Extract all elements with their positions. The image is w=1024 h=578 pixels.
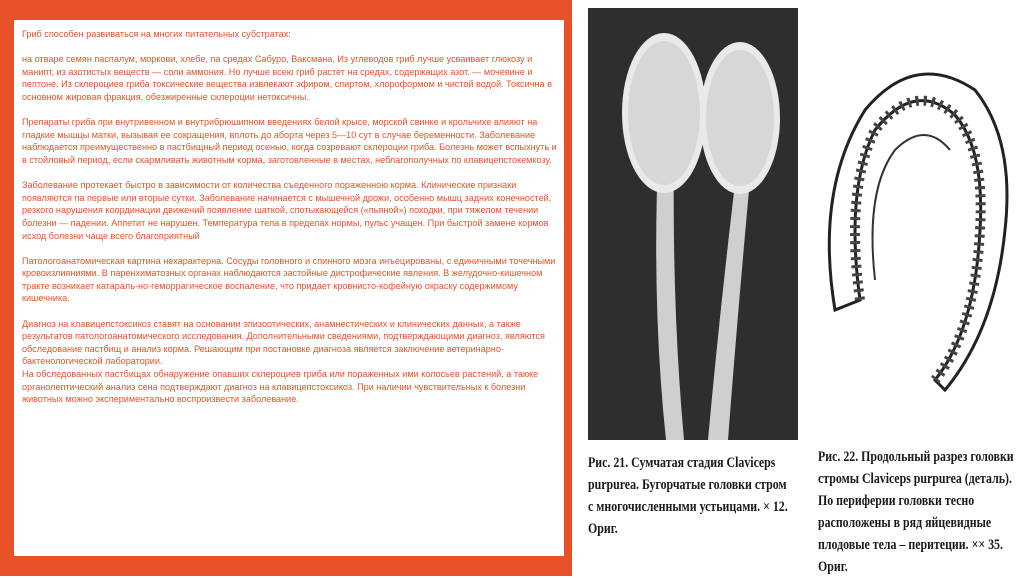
stroma-photo xyxy=(588,8,798,440)
paragraph-pastures: На обследованных пастбищах обнаружение опавших склероциев гриба или пораженных ими колосьев растений, а также органолептический анализ сена подтверждают диагноз на клавицепстоксикоз. При наличии чувствительных к болезни животных можно экспериментально воспроизвести заболевание. xyxy=(22,369,539,405)
figure-22-caption: Рис. 22. Продольный разрез головки стромы Claviceps purpurea (деталь). По периферии головки тесно расположены в ряд яйцевидные плодовые тела – перитеции. ×× 35. Ориг. xyxy=(818,449,1014,575)
paragraph-diagnosis: Диагноз на клавицепстоксикоз ставят на основании эпизоотических, анамнестических и клинических данных, а также результатов патологоанатомического исследования. Дополнительными сведениями, подтверждающими диагноз, являются обследование пастбищ и анализ корма. Решающим при постановке диагноза является заключение ветеринарно-бактенологической лаборатории. xyxy=(22,318,545,367)
paragraph-substrates-intro: Гриб способен развиваться на многих питательных субстратах: xyxy=(22,29,291,39)
text-panel xyxy=(14,20,564,556)
paragraph-preparations: Препараты гриба при внутривенном и внутрибрюшипном введениях белой крысе, морской свинке и крольчихе влияют на гладкие мышцы матки, вызывая ее сокращения, вплоть до аборта через 5—10 сут в случае беременности. Заболевание наблюдается преимущественно в пастбищный период осенью, когда созревают склероции гриба. Болезнь может вспыхнуть и в стойловый период, если скармливать животным корма, заготовленные в местах, неблагополучных по клавицепстокемкозу. xyxy=(22,117,557,165)
paragraph-substrates: на отваре семян паспалум, моркови, хлебе, па средах Сабуро, Ваксмана. Из углеводов гриб лучше усваивает глюкозу и манипт, из азотистых веществ — соли аммония. Но лучше всею гриб растет на средах, содержащих азот. — мочевине и пептоне. Из склероциев гриба токсические вещества извлекают эфиром, спиртом, хлороформом и чистой водой. Токсична в основном жировая фракция, обезжиренные склероции нетоксичны. xyxy=(22,54,552,102)
stroma-section-drawing xyxy=(805,30,1024,430)
paragraph-clinical: Заболевание протекает быстро в зависимости от количества съеденного пораженною корма. Клинические признаки появляются па первые или вторые сутки. Заболевание начинается с мышечной дрожи, особенно мышц задних конечностей, резкого нарушения координации движений появление шаткой, спотыкающейся («пьяной») походки, при тяжелом течении болезни — падении. Аппетит не нарушен. Температура тела в пределах нормы, пульс учащен. При быстрой замене кормов исход болезни чаще всего благоприятный xyxy=(22,180,552,241)
stroma-photo-illustration xyxy=(588,8,798,440)
paragraph-pathology: Патологоанатомическая картина нехарактерна. Сосуды головного и спинного мозга инъецированы, с единичными точечными кровоизлияниями. В паренхиматозных органах наблюдаются застойные дистрофические явления. В желудочно-кишечном тракте возникает катараль-но-геморрагическое воспаление, что придает кровнисто-кофейную окраску содержимому кишечника. xyxy=(22,255,556,304)
figure-21-caption: Рис. 21. Сумчатая стадия Claviceps purpurea. Бугорчатые головки стром с многочисленными устьицами. × 12. Ориг. xyxy=(588,455,788,537)
